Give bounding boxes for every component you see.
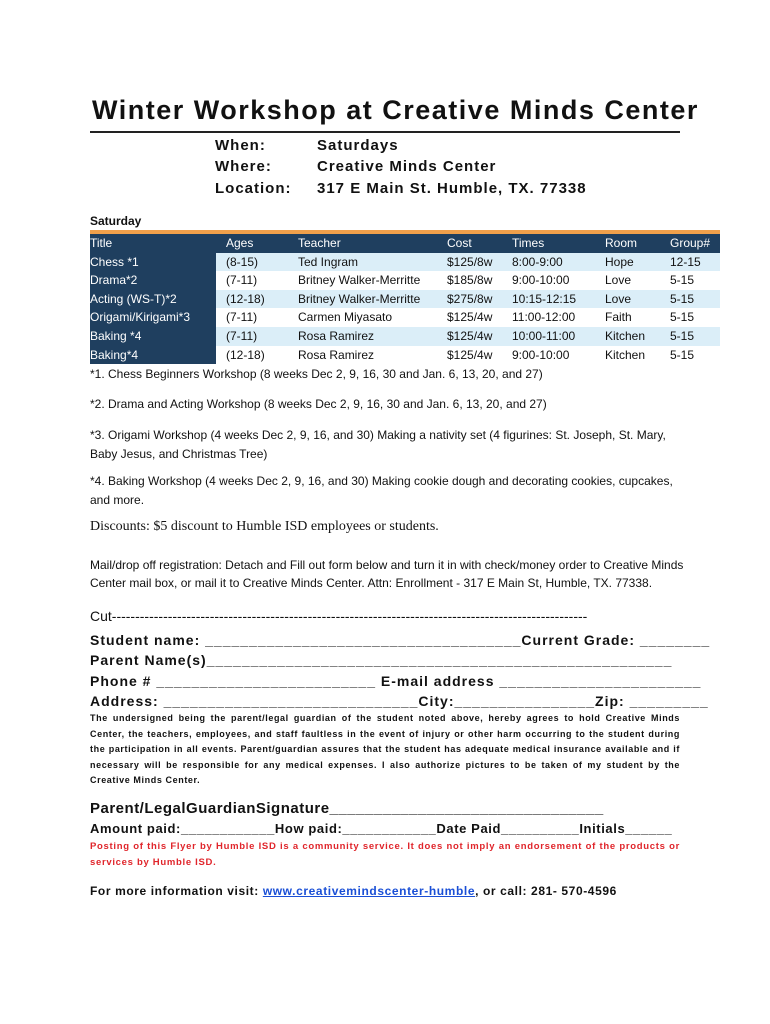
schedule-header-group: Group# bbox=[670, 236, 711, 250]
table-row bbox=[90, 346, 720, 365]
address-line[interactable]: Address: _____________________________City:________________Zip: _________ bbox=[90, 693, 709, 709]
schedule-ages-cell: (7-11) bbox=[226, 328, 258, 343]
schedule-cost-cell: $125/4w bbox=[447, 310, 493, 325]
schedule-header-times: Times bbox=[512, 236, 545, 250]
parent-name-line[interactable]: Parent Name(s)_____________________________________________________ bbox=[90, 652, 673, 668]
schedule-teacher-cell: Britney Walker-Merritte bbox=[298, 291, 421, 306]
schedule-times-cell: 9:00-10:00 bbox=[512, 273, 570, 288]
schedule-header-row bbox=[90, 234, 720, 253]
schedule-title-cell: Origami/Kirigami*3 bbox=[90, 308, 216, 327]
footnote-chess: *1. Chess Beginners Workshop (8 weeks Dec 2, 9, 16, 30 and Jan. 6, 13, 20, and 27) bbox=[90, 367, 543, 381]
info-label: When: bbox=[215, 137, 266, 154]
footnote-drama: *2. Drama and Acting Workshop (8 weeks Dec 2, 9, 16, 30 and Jan. 6, 13, 20, and 27) bbox=[90, 397, 547, 411]
schedule-room-cell: Faith bbox=[605, 310, 632, 325]
schedule-header-cost: Cost bbox=[447, 236, 472, 250]
schedule-header-teacher: Teacher bbox=[298, 236, 341, 250]
schedule-teacher-cell: Britney Walker-Merritte bbox=[298, 273, 421, 288]
schedule-teacher-cell: Carmen Miyasato bbox=[298, 310, 393, 325]
more-info-suffix: , or call: 281- 570-4596 bbox=[475, 884, 617, 898]
table-row bbox=[90, 271, 720, 290]
website-link[interactable]: www.creativemindscenter-humble bbox=[262, 884, 476, 898]
schedule-table bbox=[90, 234, 720, 364]
schedule-teacher-cell: Ted Ingram bbox=[298, 254, 359, 269]
schedule-room-cell: Love bbox=[605, 273, 632, 288]
schedule-cost-cell: $125/4w bbox=[447, 328, 493, 343]
schedule-group-cell: 5-15 bbox=[670, 291, 695, 306]
schedule-title-cell: Chess *1 bbox=[90, 253, 216, 272]
schedule-ages-cell: (7-11) bbox=[226, 273, 258, 288]
info-where bbox=[215, 158, 496, 175]
schedule-cost-cell: $275/8w bbox=[447, 291, 493, 306]
info-value: Creative Minds Center bbox=[317, 158, 497, 175]
schedule-room-cell: Kitchen bbox=[605, 347, 646, 362]
schedule-group-cell: 5-15 bbox=[670, 310, 695, 325]
info-value: Saturdays bbox=[317, 137, 399, 154]
table-row bbox=[90, 253, 720, 272]
page-title: Winter Workshop at Creative Minds Center bbox=[92, 95, 699, 125]
liability-disclaimer: The undersigned being the parent/legal guardian of the student noted above, hereby agrees to hold Creative Minds Center, the teachers, employees, and staff faultless in the event of injury or other harm occurring to the student during the participation in all events. Parent/guardian assures that the student has adequate medical insurance available and if necessary will be responsible for any medical expenses. I also authorize pictures to be taken of my student by the Creative Minds Center. bbox=[90, 713, 680, 785]
schedule-cost-cell: $125/4w bbox=[447, 347, 493, 362]
table-row bbox=[90, 290, 720, 309]
schedule-group-cell: 5-15 bbox=[670, 347, 695, 362]
schedule-title-cell: Title bbox=[90, 234, 216, 253]
schedule-teacher-cell: Rosa Ramirez bbox=[298, 328, 375, 343]
info-label: Location: bbox=[215, 180, 292, 197]
payment-line[interactable]: Amount paid:____________How paid:____________Date Paid__________Initials______ bbox=[90, 821, 673, 836]
schedule-times-cell: 11:00-12:00 bbox=[512, 310, 576, 325]
schedule-header-room: Room bbox=[605, 236, 638, 250]
schedule-group-cell: 5-15 bbox=[670, 328, 695, 343]
footnote-origami: *3. Origami Workshop (4 weeks Dec 2, 9, 16, and 30) Making a nativity set (4 figurines: St. Joseph, St. Mary, Baby Jesus, and Christmas Tree) bbox=[90, 428, 666, 461]
table-row bbox=[90, 308, 720, 327]
info-when bbox=[215, 137, 399, 154]
table-row bbox=[90, 327, 720, 346]
schedule-room-cell: Kitchen bbox=[605, 328, 646, 343]
schedule-room-cell: Hope bbox=[605, 254, 634, 269]
schedule-title-cell: Baking*4 bbox=[90, 346, 216, 365]
schedule-cost-cell: $185/8w bbox=[447, 273, 493, 288]
mail-instructions: Mail/drop off registration: Detach and Fill out form below and turn it in with check/money order to Creative Minds Center mail box, or mail it to Creative Minds Center. Attn: Enrollment - 317 E Main St, Humble, TX. 77338. bbox=[90, 558, 684, 590]
schedule-ages-cell: (12-18) bbox=[226, 291, 265, 306]
schedule-room-cell: Love bbox=[605, 291, 632, 306]
info-label: Where: bbox=[215, 158, 272, 175]
schedule-group-cell: 5-15 bbox=[670, 273, 695, 288]
schedule-day-label: Saturday bbox=[90, 214, 142, 228]
info-location bbox=[215, 180, 587, 197]
schedule-title-cell: Baking *4 bbox=[90, 327, 216, 346]
info-value: 317 E Main St. Humble, TX. 77338 bbox=[317, 180, 587, 197]
signature-line[interactable]: Parent/LegalGuardianSignature_______________________________ bbox=[90, 800, 604, 817]
student-name-line[interactable]: Student name: ____________________________________Current Grade: ________ bbox=[90, 632, 711, 648]
schedule-cost-cell: $125/8w bbox=[447, 254, 493, 269]
schedule-teacher-cell: Rosa Ramirez bbox=[298, 347, 375, 362]
title-divider bbox=[90, 131, 680, 133]
footnote-baking: *4. Baking Workshop (4 weeks Dec 2, 9, 16, and 30) Making cookie dough and decorating cookies, cupcakes, and more. bbox=[90, 474, 673, 507]
schedule-times-cell: 9:00-10:00 bbox=[512, 347, 570, 362]
schedule-ages-cell: (12-18) bbox=[226, 347, 265, 362]
more-info bbox=[90, 884, 617, 898]
schedule-group-cell: 12-15 bbox=[670, 254, 701, 269]
cut-line: Cut------------------------------------------------------------------------------------------------------ bbox=[90, 608, 588, 624]
schedule-title-cell: Acting (WS-T)*2 bbox=[90, 290, 216, 309]
schedule-ages-cell: (7-11) bbox=[226, 310, 258, 325]
schedule-title-cell: Drama*2 bbox=[90, 271, 216, 290]
schedule-times-cell: 10:15-12:15 bbox=[512, 291, 577, 306]
phone-email-line[interactable]: Phone # _________________________ E-mail address _______________________ bbox=[90, 673, 702, 689]
schedule-ages-cell: (8-15) bbox=[226, 254, 259, 269]
more-info-prefix: For more information visit: bbox=[90, 884, 263, 898]
schedule-times-cell: 10:00-11:00 bbox=[512, 328, 576, 343]
posting-notice: Posting of this Flyer by Humble ISD is a community service. It does not imply an endorsement of the products or services by Humble ISD. bbox=[90, 841, 680, 868]
schedule-times-cell: 8:00-9:00 bbox=[512, 254, 563, 269]
discounts-text: Discounts: $5 discount to Humble ISD employees or students. bbox=[90, 519, 439, 534]
schedule-header-ages: Ages bbox=[226, 236, 254, 250]
